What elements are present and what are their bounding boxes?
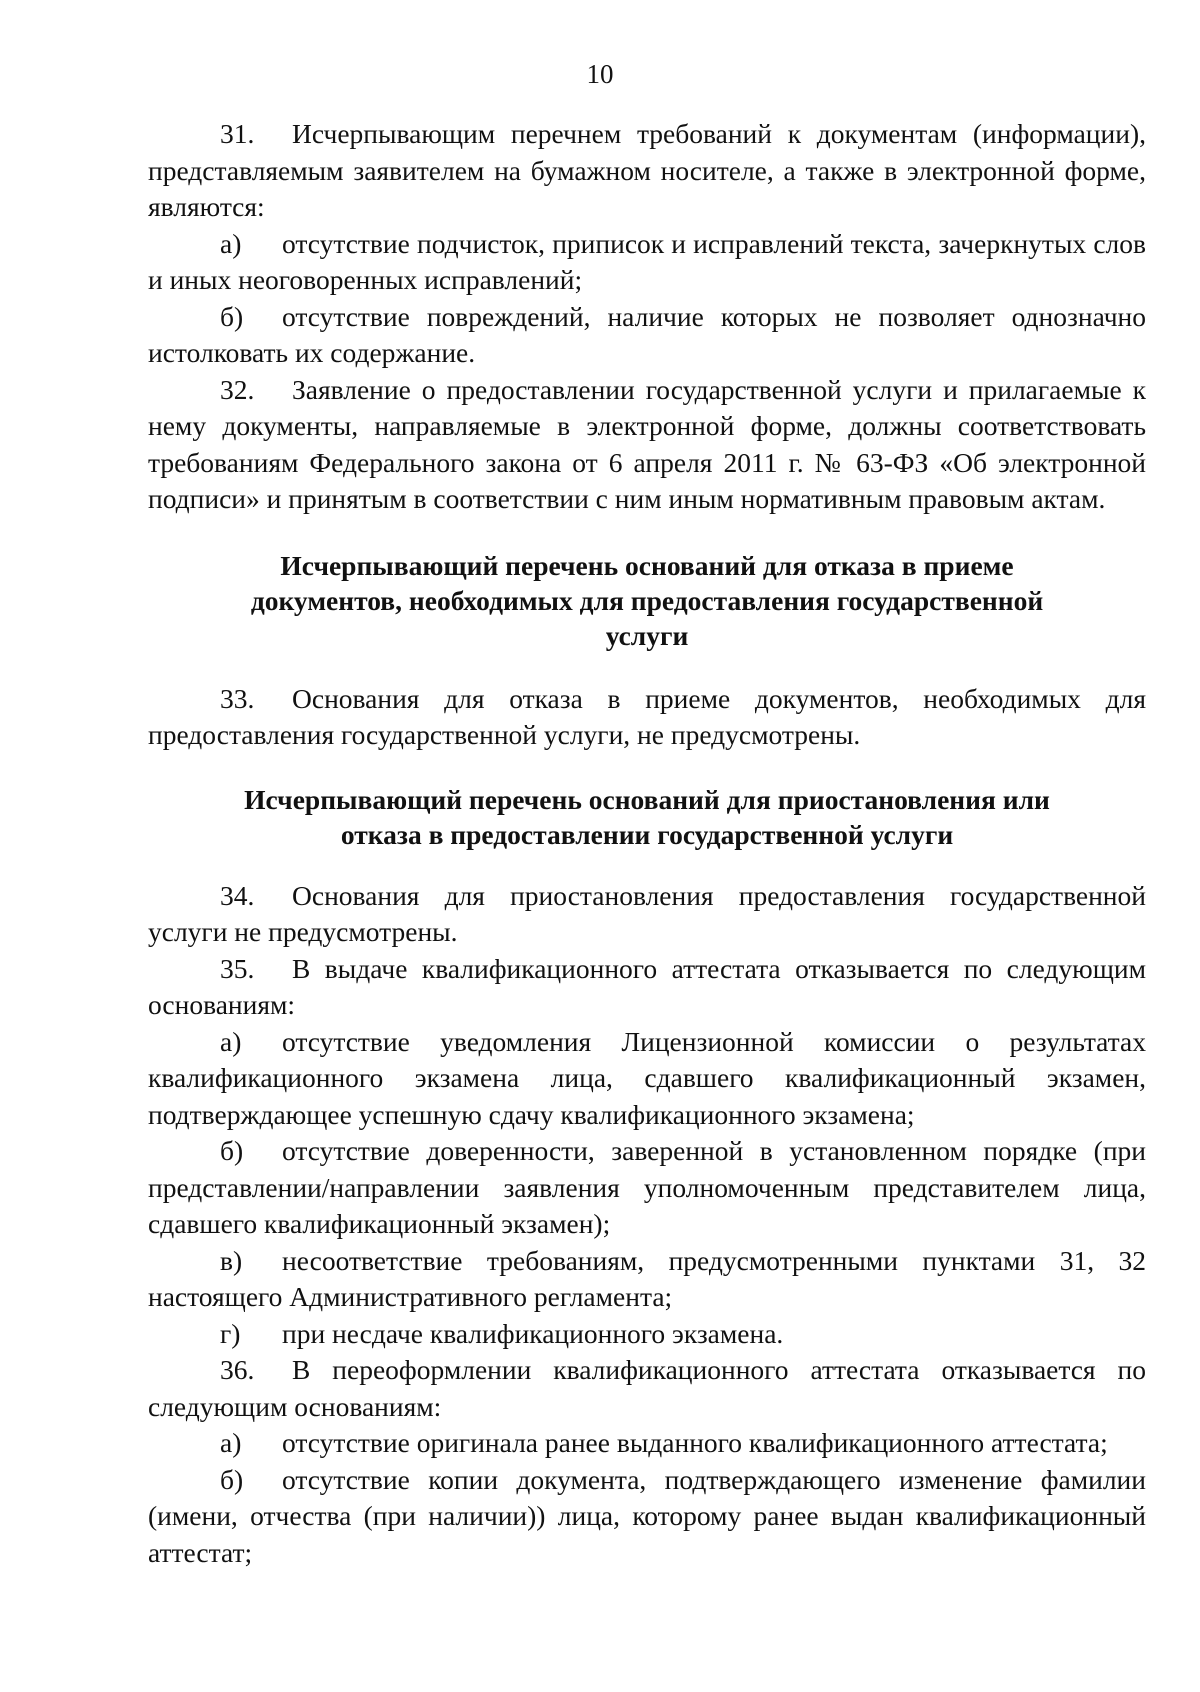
paragraph-text: Исчерпывающим перечнем требований к документам (информации), представляемым заявителем на бумажном носителе, а также в электронной форме, являются: (148, 118, 1146, 222)
list-item-marker: б) (220, 300, 244, 332)
page-number: 10 (586, 59, 614, 89)
list-item-marker: б) (220, 1135, 244, 1166)
list-item-text: отсутствие оригинала ранее выданного квалификационного аттестата; (282, 1427, 1108, 1458)
list-item (148, 299, 1146, 372)
list-item (148, 1133, 1146, 1243)
paragraph-32 (148, 372, 1146, 518)
list-item (148, 1462, 1146, 1572)
list-item-text: при несдаче квалификационного экзамена. (282, 1317, 784, 1349)
list-item-text: отсутствие уведомления Лицензионной комиссии о результатах квалификационного экзамена лица, сдавшего квалификационный экзамен, подтверждающее успешную сдачу квалификационного экзамена; (148, 1025, 1146, 1130)
paragraph-text: В переоформлении квалификационного аттестата отказывается по следующим основаниям: (148, 1354, 1146, 1422)
paragraph-number: 33. (220, 682, 255, 714)
list-item (148, 1024, 1146, 1134)
list-item-marker: а) (220, 1427, 242, 1458)
paragraph-33 (148, 681, 1146, 754)
paragraph-36 (148, 1352, 1146, 1425)
paragraph-number: 36. (220, 1354, 255, 1385)
list-item-text: отсутствие подчисток, приписок и исправлений текста, зачеркнутых слов и иных неоговоренных исправлений; (148, 227, 1146, 295)
paragraph-text: В выдаче квалификационного аттестата отказывается по следующим основаниям: (148, 952, 1146, 1020)
section-heading-refusal-acceptance: Исчерпывающий перечень оснований для отказа в приеме документов, необходимых для предоставления государственной услуги (250, 549, 1044, 651)
list-item-text: отсутствие копии документа, подтверждающего изменение фамилии (имени, отчества (при наличии)) лица, которому ранее выдан квалификационный аттестат; (148, 1463, 1146, 1568)
list-item-text: несоответствие требованиям, предусмотренными пунктами 31, 32 настоящего Административного регламента; (148, 1244, 1146, 1312)
paragraph-31 (148, 116, 1146, 226)
list-item-marker: г) (220, 1317, 241, 1349)
list-item-marker: а) (220, 227, 242, 259)
list-item (148, 1316, 1146, 1353)
list-item (148, 226, 1146, 299)
list-item-text: отсутствие доверенности, заверенной в установленном порядке (при представлении/направлении заявления уполномоченным представителем лица, сдавшего квалификационный экзамен); (148, 1135, 1146, 1239)
paragraph-text: Основания для приостановления предоставления государственной услуги не предусмотрены. (148, 879, 1146, 947)
paragraph-text: Заявление о предоставлении государственной услуги и прилагаемые к нему документы, направляемые в электронной форме, должны соответствовать требованиям Федерального закона от 6 апреля 2011 г. № 63-ФЗ «Об электронной подписи» и принятым в соответствии с ним иным нормативным правовым актам. (148, 373, 1146, 514)
list-item-text: отсутствие повреждений, наличие которых не позволяет однозначно истолковать их содержание. (148, 300, 1146, 368)
paragraph-number: 34. (220, 879, 255, 911)
paragraph-text: Основания для отказа в приеме документов, необходимых для предоставления государственной услуги, не предусмотрены. (148, 682, 1146, 750)
document-body (148, 116, 1146, 1571)
paragraph-35 (148, 951, 1146, 1024)
section-heading-suspension-refusal: Исчерпывающий перечень оснований для приостановления или отказа в предоставлении государственной услуги (244, 783, 1050, 850)
list-item (148, 1425, 1146, 1462)
paragraph-34 (148, 878, 1146, 951)
paragraph-number: 32. (220, 373, 255, 405)
list-item-marker: в) (220, 1244, 243, 1276)
list-item-marker: б) (220, 1463, 244, 1495)
list-item (148, 1243, 1146, 1316)
paragraph-number: 35. (220, 952, 255, 984)
list-item-marker: а) (220, 1025, 242, 1057)
paragraph-number: 31. (220, 118, 255, 149)
